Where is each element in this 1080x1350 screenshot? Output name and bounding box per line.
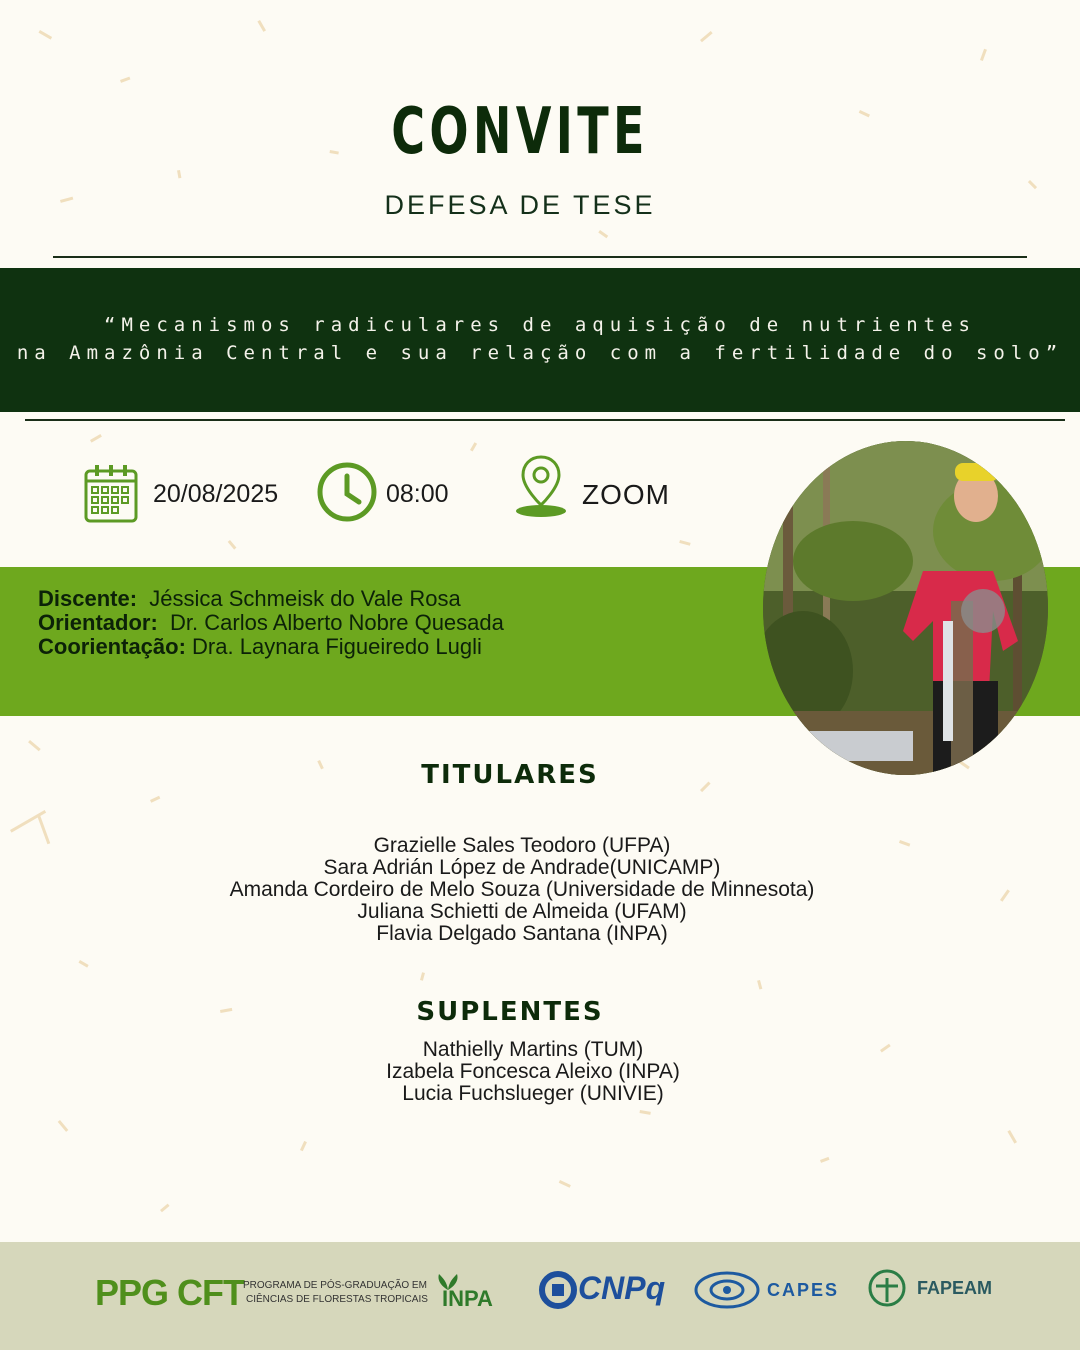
suplentes-heading: SUPLENTES	[416, 997, 604, 1027]
sponsor-footer	[0, 1242, 1080, 1350]
capes-emblem-icon	[694, 1268, 760, 1312]
titular-member: Sara Adrián López de Andrade(UNICAMP)	[323, 856, 721, 879]
capes-logo: CAPES	[767, 1280, 840, 1300]
cnpq-emblem-icon	[538, 1270, 578, 1310]
page-subtitle: DEFESA DE TESE	[384, 190, 656, 220]
ppg-cft-description-line-1: PROGRAMA DE PÓS-GRADUAÇÃO EM	[243, 1280, 427, 1291]
cnpq-logo: CNPq	[578, 1270, 666, 1306]
forest-portrait-image	[763, 441, 1048, 775]
titulares-list	[0, 835, 1044, 945]
coorientacao-row	[38, 635, 504, 659]
coorientacao-label: Coorientação:	[38, 634, 186, 659]
clock-icon	[316, 461, 378, 523]
discente-label: Discente:	[38, 586, 138, 611]
page-title: CONVITE	[391, 95, 649, 169]
thesis-title-line-2: na Amazônia Central e sua relação com a fertilidade do solo”	[16, 342, 1064, 364]
ppg-cft-description-line-2: CIÊNCIAS DE FLORESTAS TROPICAIS	[246, 1294, 428, 1305]
titular-member: Grazielle Sales Teodoro (UFPA)	[373, 834, 671, 857]
suplente-member: Nathielly Martins (TUM)	[422, 1038, 644, 1061]
ppg-cft-logo: PPG CFT	[95, 1272, 245, 1313]
discente-name: Jéssica Schmeisk do Vale Rosa	[149, 586, 461, 611]
titulares-heading: TITULARES	[421, 760, 599, 790]
thesis-title-line-1: “Mecanismos radiculares de aquisição de nutrientes	[104, 314, 976, 336]
location-pin-icon	[513, 453, 569, 519]
orientador-name: Dr. Carlos Alberto Nobre Quesada	[170, 610, 504, 635]
event-location: ZOOM	[582, 479, 670, 510]
suplentes-list	[0, 1039, 1066, 1105]
titular-member: Amanda Cordeiro de Melo Souza (Universidade de Minnesota)	[229, 878, 815, 901]
titular-member: Juliana Schietti de Almeida (UFAM)	[357, 900, 687, 923]
event-date: 20/08/2025	[153, 480, 279, 508]
coorientacao-name: Dra. Laynara Figueiredo Lugli	[192, 634, 482, 659]
event-time: 08:00	[386, 480, 449, 508]
orientador-label: Orientador:	[38, 610, 158, 635]
suplente-member: Izabela Foncesca Aleixo (INPA)	[386, 1060, 680, 1083]
student-photo	[763, 441, 1048, 775]
thesis-title-band	[0, 268, 1080, 412]
top-divider	[53, 256, 1027, 258]
advisors-block	[38, 587, 504, 659]
fapeam-logo: FAPEAM	[917, 1278, 993, 1298]
fapeam-emblem-icon	[862, 1268, 912, 1308]
inpa-logo: INPA	[442, 1286, 493, 1311]
orientador-row	[38, 611, 504, 635]
suplente-member: Lucia Fuchslueger (UNIVIE)	[402, 1082, 664, 1105]
titular-member: Flavia Delgado Santana (INPA)	[376, 922, 668, 945]
discente-row	[38, 587, 504, 611]
calendar-icon	[84, 463, 140, 525]
bottom-divider	[25, 419, 1065, 421]
